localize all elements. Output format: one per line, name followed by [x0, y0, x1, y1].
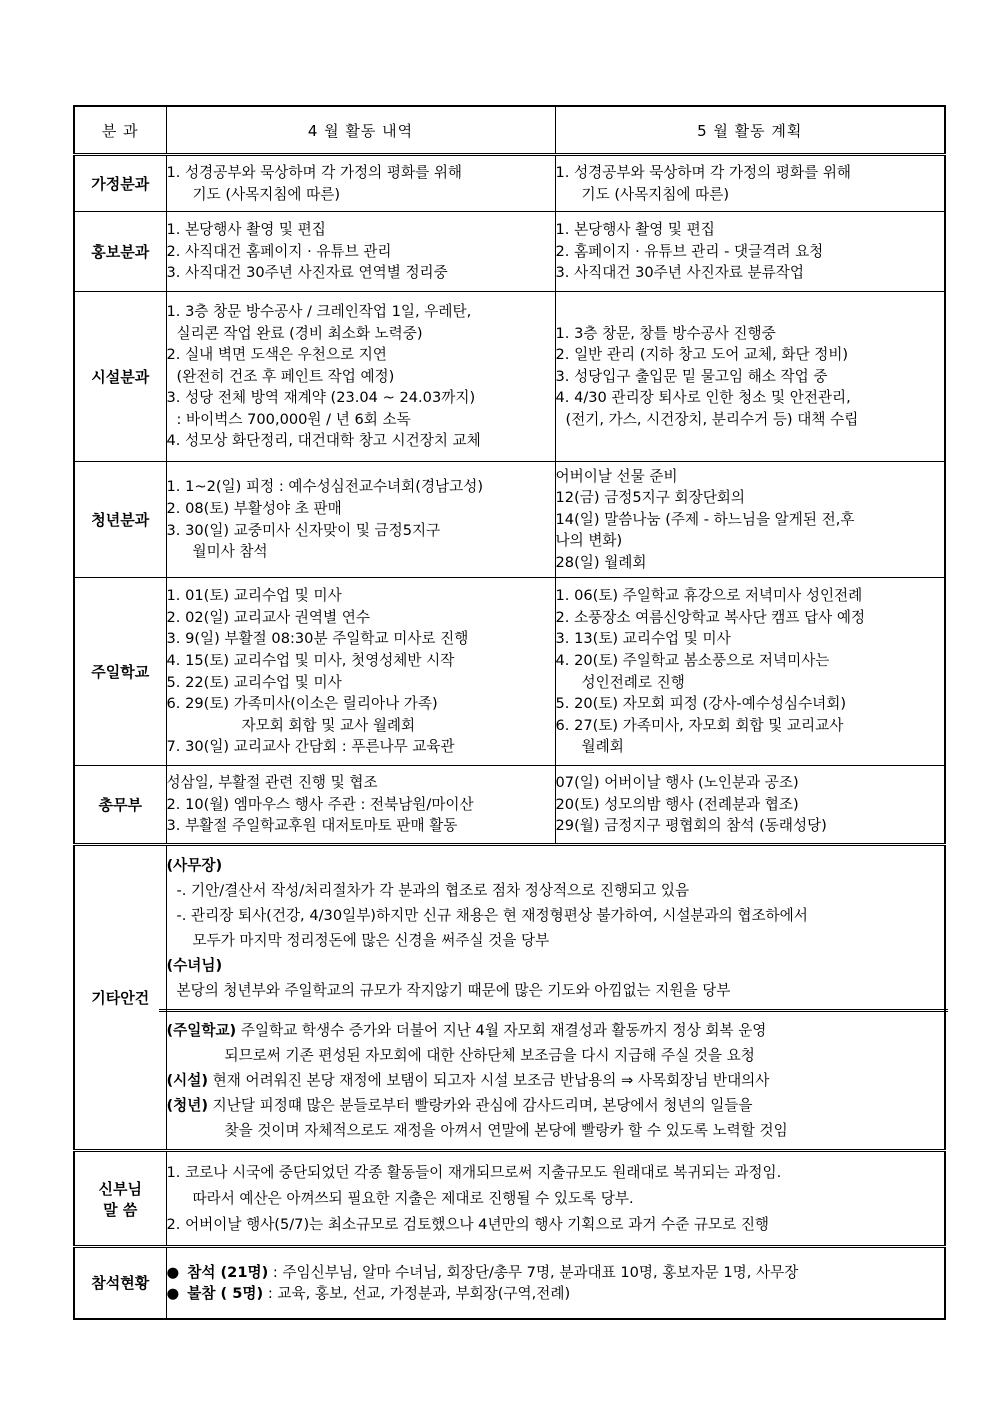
text-line: 2. 홈페이지 · 유튜브 관리 - 댓글격려 요청	[555, 242, 824, 260]
text-line: 3. 9(일) 부활절 08:30분 주일학교 미사로 진행	[166, 630, 469, 648]
text-line: 2. 사직대건 홈페이지 · 유튜브 관리	[166, 242, 392, 260]
text-line: 3. 부활절 주일학교후원 대저토마토 판매 활동	[166, 817, 458, 835]
school-text: 주일학교 학생수 증가와 더불어 지난 4월 자모회 재결성과 활동까지 정상 회복 운영	[236, 1021, 767, 1039]
text-line: 1. 성경공부와 묵상하며 각 가정의 평화를 위해	[166, 163, 463, 181]
text-line: 1. 성경공부와 묵상하며 각 가정의 평화를 위해	[555, 163, 852, 181]
text-line: 되므로써 기존 편성된 자모회에 대한 산하단체 보조금을 다시 지급해 주실 것을 요청	[224, 1046, 755, 1064]
category-label: 가정분과	[74, 155, 166, 212]
text-line: 기도 (사목지침에 따른)	[581, 185, 730, 203]
april-cell	[166, 292, 555, 462]
text-line: 14(일) 말씀나눔 (주제 - 하느님을 알게된 전,후	[555, 510, 855, 528]
text-line: 1. 코로나 시국에 중단되었던 각종 활동들이 재개되므로써 지출규모도 원래대로 복귀되는 과정임.	[166, 1163, 782, 1181]
text-line: 3. 성당 전체 방역 재계약 (23.04 ~ 24.03까지)	[166, 389, 476, 407]
text-line: 2. 실내 벽면 도색은 우천으로 지연	[166, 346, 387, 364]
text-line: 1. 1~2(일) 피정 : 예수성심전교수녀회(경남고성)	[166, 478, 484, 496]
text-line: 4. 성모상 화단정리, 대건대학 창고 시건장치 교체	[166, 432, 481, 450]
text-line: 2. 소풍장소 여름신앙학교 복사단 캠프 답사 예정	[555, 608, 866, 626]
text-line: 3. 사직대건 30주년 사진자료 연역별 정리중	[166, 264, 448, 282]
text-line: 5. 22(토) 교리수업 및 미사	[166, 673, 342, 691]
text-line: 찾을 것이며 자체적으로도 재정을 아껴서 연말에 본당에 빨랑카 할 수 있도록 노력할 것임	[224, 1121, 788, 1139]
april-cell	[166, 578, 555, 766]
text-line: 1. 본당행사 촬영 및 편집	[555, 221, 715, 239]
present-text: : 주임신부님, 알마 수녀님, 회장단/총무 7명, 분과대표 10명, 홍보자문 1명, 사무장	[268, 1263, 799, 1281]
misc-cell	[166, 845, 945, 1151]
text-line: 1. 3층 창문, 창틀 방수공사 진행중	[555, 324, 776, 342]
priest-cell	[166, 1151, 945, 1247]
youth-label: (청년)	[166, 1096, 209, 1114]
text-line: 2. 02(일) 교리교사 권역별 연수	[166, 608, 370, 626]
text-line: 1. 01(토) 교리수업 및 미사	[166, 587, 342, 605]
bullet-icon: ●	[166, 1284, 180, 1302]
text-line	[167, 1068, 945, 1093]
april-cell	[166, 212, 555, 292]
row-youth	[74, 462, 945, 578]
text-line: (전기, 가스, 시건장치, 분리수거 등) 대책 수립	[565, 410, 859, 428]
april-cell	[166, 462, 555, 578]
category-label: 시설분과	[74, 292, 166, 462]
text-line: 실리콘 작업 완료 (경비 최소화 노력중)	[176, 324, 423, 342]
category-label: 홍보분과	[74, 212, 166, 292]
text-line: 2. 일반 관리 (지하 창고 도어 교체, 화단 정비)	[555, 346, 849, 364]
text-line: 나의 변화)	[555, 532, 623, 550]
text-line: : 바이벅스 700,000원 / 년 6회 소독	[176, 410, 411, 428]
text-line: 2. 08(토) 부활성야 초 판매	[166, 499, 342, 517]
text-line: 29(월) 금정지구 평협회의 참석 (동래성당)	[555, 817, 827, 835]
row-pr	[74, 212, 945, 292]
facility-label: (시설)	[166, 1071, 209, 1089]
text-line: 6. 27(토) 가족미사, 자모회 회합 및 교리교사	[555, 716, 844, 734]
text-line: 28(일) 월례회	[555, 553, 647, 571]
april-cell	[166, 766, 555, 845]
text-line	[167, 1018, 945, 1043]
may-cell	[555, 292, 945, 462]
category-label: 총무부	[74, 766, 166, 845]
text-line: -. 관리장 퇴사(건강, 4/30일부)하지만 신규 채용은 현 재정형편상 불가하여, 시설분과의 협조하에서	[176, 906, 808, 924]
text-line: 07(일) 어버이날 행사 (노인분과 공조)	[555, 774, 799, 792]
bullet-icon: ●	[166, 1263, 180, 1281]
header-april: 4 월 활동 내역	[166, 106, 555, 155]
text-line: 7. 30(일) 교리교사 간담회 : 푸른나무 교육관	[166, 738, 455, 756]
text-line: 3. 30(일) 교중미사 신자맞이 및 금정5지구	[166, 521, 441, 539]
text-line: 3. 사직대건 30주년 사진자료 분류작업	[555, 264, 804, 282]
april-cell	[166, 155, 555, 212]
text-line: 1. 06(토) 주일학교 휴강으로 저녁미사 성인전례	[555, 587, 863, 605]
may-cell	[555, 578, 945, 766]
text-line: 월례회	[581, 738, 624, 756]
priest-label-line1: 신부님	[98, 1179, 142, 1198]
text-line: 본당의 청년부와 주일학교의 규모가 작지않기 때문에 많은 기도와 아낌없는 지원을 당부	[176, 981, 731, 999]
text-line: 월미사 참석	[192, 543, 268, 561]
may-cell	[555, 766, 945, 845]
text-line: 어버이날 선물 준비	[555, 467, 678, 485]
may-cell	[555, 212, 945, 292]
section-divider	[159, 1009, 949, 1012]
text-line: 모두가 마지막 정리정돈에 많은 신경을 써주실 것을 당부	[192, 931, 550, 949]
row-priest	[74, 1151, 945, 1247]
school-label: (주일학교)	[166, 1021, 237, 1039]
text-line	[167, 1283, 945, 1304]
text-line: 3. 13(토) 교리수업 및 미사	[555, 630, 731, 648]
secretary-heading: (사무장)	[166, 856, 223, 874]
row-facility	[74, 292, 945, 462]
text-line: 기도 (사목지침에 따른)	[192, 185, 341, 203]
text-line: 2. 어버이날 행사(5/7)는 최소규모로 검토했으나 4년만의 행사 기획으로 과거 수준 규모로 진행	[166, 1215, 770, 1233]
text-line: 4. 15(토) 교리수업 및 미사, 첫영성체반 시작	[166, 651, 455, 669]
facility-text: 현재 어려워진 본당 재정에 보탬이 되고자 시설 보조금 반납용의 ⇒ 사목회장님 반대의사	[208, 1071, 770, 1089]
priest-label-line2: 말 씀	[103, 1200, 138, 1219]
may-cell	[555, 462, 945, 578]
category-label: 주일학교	[74, 578, 166, 766]
text-line: 성인전례로 진행	[581, 673, 685, 691]
youth-text: 지난달 피정떄 많은 분들로부터 빨랑카와 관심에 감사드리며, 본당에서 청년의 일들을	[208, 1096, 753, 1114]
row-misc	[74, 845, 945, 1151]
text-line: 20(토) 성모의밤 행사 (전례분과 협조)	[555, 795, 799, 813]
absent-text: : 교육, 홍보, 선교, 가정분과, 부회장(구역,전례)	[263, 1284, 571, 1302]
text-line: 1. 본당행사 촬영 및 편집	[166, 221, 326, 239]
row-family	[74, 155, 945, 212]
present-label: 참석 (21명)	[187, 1263, 269, 1281]
text-line: 4. 4/30 관리장 퇴사로 인한 청소 및 안전관리,	[555, 389, 851, 407]
text-line: 6. 29(토) 가족미사(이소은 릴리아나 가족)	[166, 695, 438, 713]
row-general-affairs	[74, 766, 945, 845]
may-cell	[555, 155, 945, 212]
absent-label: 불참 ( 5명)	[187, 1284, 264, 1302]
category-label	[74, 1151, 166, 1247]
row-sunday-school	[74, 578, 945, 766]
text-line: (완전히 건조 후 페인트 작업 예정)	[176, 367, 395, 385]
row-attendance	[74, 1247, 945, 1319]
text-line: 12(금) 금정5지구 회장단회의	[555, 489, 745, 507]
text-line: 성삼일, 부활절 관련 진행 및 협조	[166, 774, 378, 792]
text-line: 2. 10(월) 엠마우스 행사 주관 : 전북남원/마이산	[166, 795, 474, 813]
header-row	[74, 106, 945, 155]
text-line: 3. 성당입구 출입문 밑 물고임 해소 작업 중	[555, 367, 828, 385]
category-label: 청년분과	[74, 462, 166, 578]
text-line: 따라서 예산은 아껴쓰되 필요한 지출은 제대로 진행될 수 있도록 당부.	[192, 1189, 634, 1207]
text-line: -. 기안/결산서 작성/처리절차가 각 분과의 협조로 점차 정상적으로 진행되고 있음	[176, 881, 690, 899]
meeting-report-table	[73, 105, 946, 1320]
text-line: 4. 20(토) 주일학교 봄소풍으로 저녁미사는	[555, 651, 830, 669]
header-division: 분 과	[74, 106, 166, 155]
text-line: 5. 20(토) 자모회 피정 (강사-예수성심수녀회)	[555, 695, 847, 713]
header-may: 5 월 활동 계획	[555, 106, 945, 155]
text-line	[167, 1093, 945, 1118]
category-label: 참석현황	[74, 1247, 166, 1319]
sister-heading: (수녀님)	[166, 956, 223, 974]
text-line: 1. 3층 창문 방수공사 / 크레인작업 1일, 우레탄,	[166, 302, 472, 320]
attendance-cell	[166, 1247, 945, 1319]
category-label: 기타안건	[74, 845, 166, 1151]
text-line	[167, 1262, 945, 1283]
text-line: 자모회 회합 및 교사 월례회	[241, 716, 416, 734]
